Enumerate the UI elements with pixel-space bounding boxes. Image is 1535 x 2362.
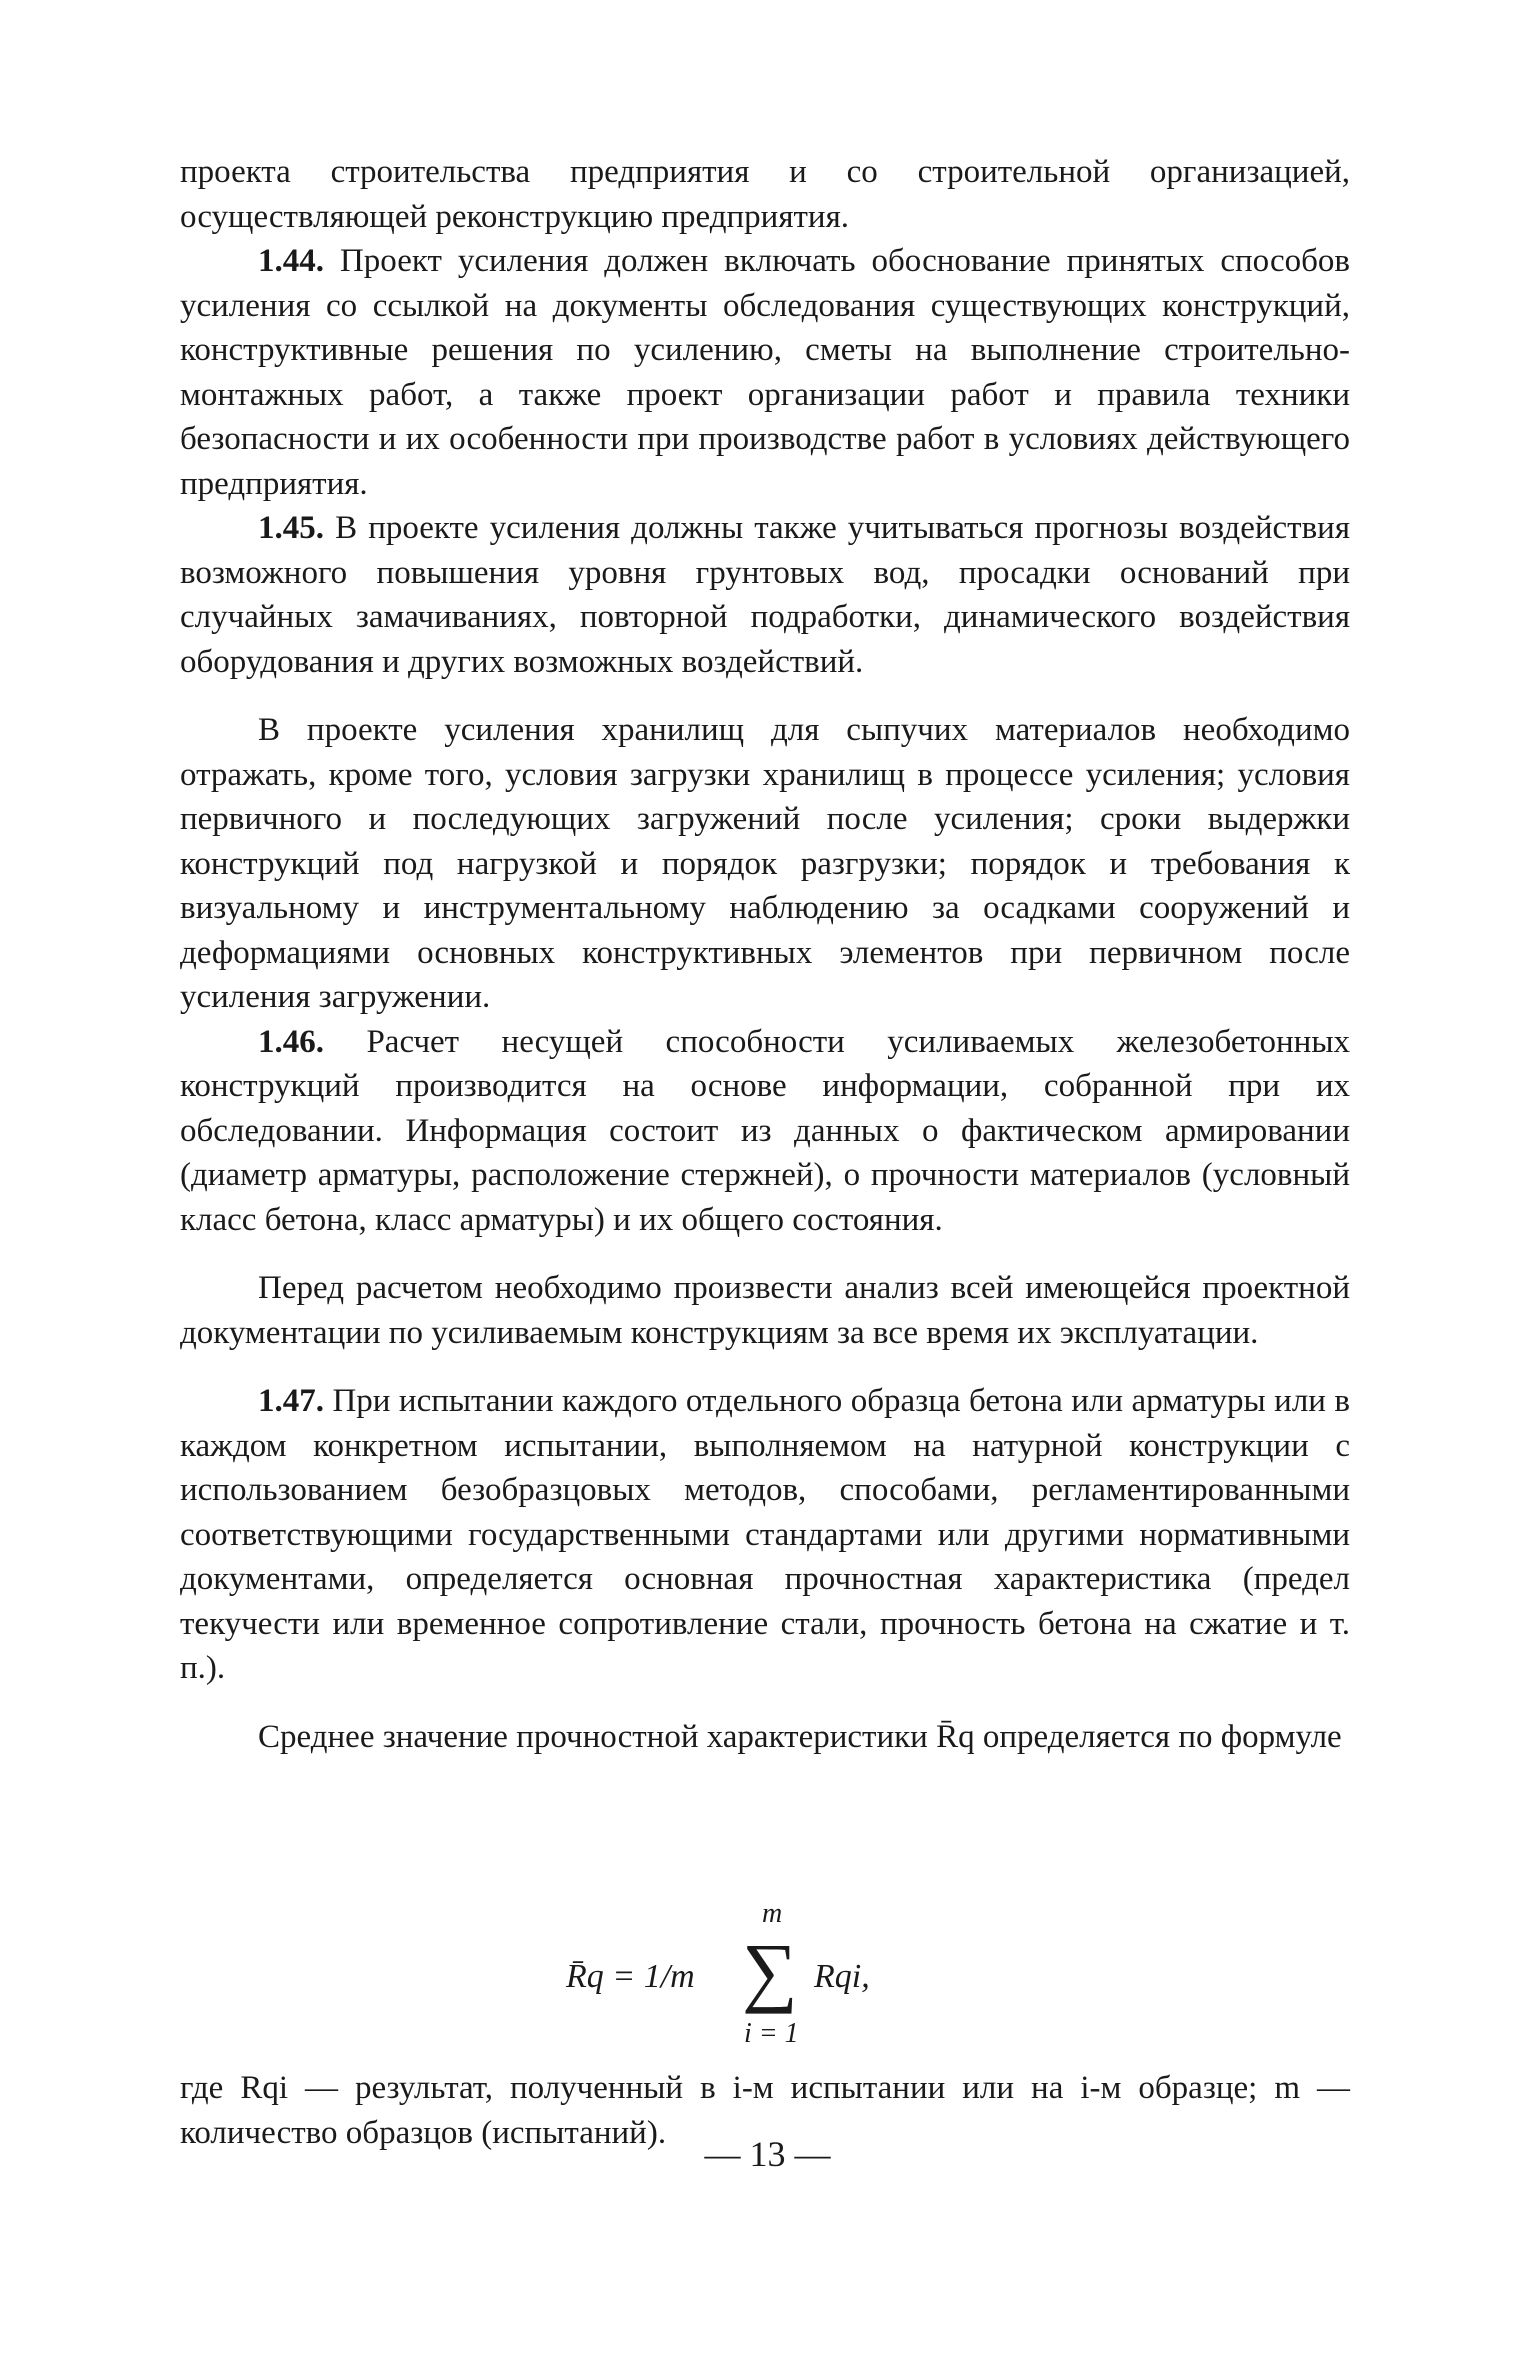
mean-value-formula: [566, 1898, 966, 2062]
paragraph-text: Среднее значение прочностной характеристики R̄q определяется по формуле: [258, 1718, 1342, 1755]
clause-1-44: [180, 239, 1350, 506]
paragraph-text: При испытании каждого отдельного образца бетона или арматуры или в каждом конкретном испытании, выполняемом на натурной конструкции с использованием безобразцовых методов, способами, регламентированными соответствующими государственными стандартами или другими нормативными документами, определяется основная прочностная характеристика (предел текучести или временное сопротивление стали, прочность бетона на сжатие и т. п.).: [180, 1383, 1351, 1686]
paragraph-mean-value: [180, 1715, 1350, 1760]
formula-upper-limit: m: [762, 1898, 783, 1929]
formula-rhs: Rqi,: [814, 1958, 870, 1995]
clause-1-45: [180, 506, 1350, 684]
paragraph-text: Проект усиления должен включать обоснование принятых способов усиления со ссылкой на документы обследования существующих конструкций, конструктивные решения по усилению, сметы на выполнение строительно-монтажных работ, а также проект организации работ и правила техники безопасности и их особенности при производстве работ в условиях действующего предприятия.: [180, 243, 1350, 502]
paragraph-continuation: [180, 150, 1350, 239]
paragraph-storage: [180, 708, 1350, 1020]
formula-lower-limit: i = 1: [744, 2018, 799, 2049]
paragraph-text: В проекте усиления хранилищ для сыпучих материалов необходимо отражать, кроме того, условия загрузки хранилищ в процессе усиления; условия первичного и последующих загружений после усиления; сроки выдержки конструкций под нагрузкой и порядок разгрузки; порядок и требования к визуальному и инструментальному наблюдению за осадками сооружений и деформациями основных конструктивных элементов при первичном после усиления загружении.: [180, 712, 1350, 1015]
clause-1-46: [180, 1020, 1350, 1243]
paragraph-text: Расчет несущей способности усиливаемых железобетонных конструкций производится на основе информации, собранной при их обследовании. Информация состоит из данных о фактическом армировании (диаметр арматуры, расположение стержней), о прочности материалов (условный класс бетона, класс арматуры) и их общего состояния.: [180, 1023, 1350, 1238]
summation-symbol: ∑: [742, 1927, 798, 2014]
paragraph-text: где Rqi — результат, полученный в i-м испытании или на i-м образце; m — количество образцов (испытаний).: [180, 2070, 1350, 2151]
paragraph-analysis: [180, 1266, 1350, 1355]
text-column: [180, 150, 1350, 1759]
paragraph-text: Перед расчетом необходимо произвести анализ всей имеющейся проектной документации по усиливаемым конструкциям за все время их эксплуатации.: [180, 1270, 1350, 1351]
page-number: — 13 —: [704, 2134, 831, 2174]
clause-number: 1.45.: [258, 510, 324, 546]
formula-lhs: R̄q = 1/m: [566, 1958, 695, 1995]
paragraph-text: проекта строительства предприятия и со строительной организацией, осуществляющей реконструкцию предприятия.: [180, 154, 1350, 235]
paragraph-text: В проекте усиления должны также учитываться прогнозы воздействия возможного повышения уровня грунтовых вод, просадки оснований при случайных замачиваниях, повторной подработки, динамического воздействия оборудования и других возможных воздействий.: [180, 510, 1351, 680]
clause-number: 1.47.: [258, 1383, 324, 1419]
clause-number: 1.44.: [258, 243, 324, 279]
clause-number: 1.46.: [258, 1023, 324, 1060]
clause-1-47: [180, 1379, 1350, 1691]
